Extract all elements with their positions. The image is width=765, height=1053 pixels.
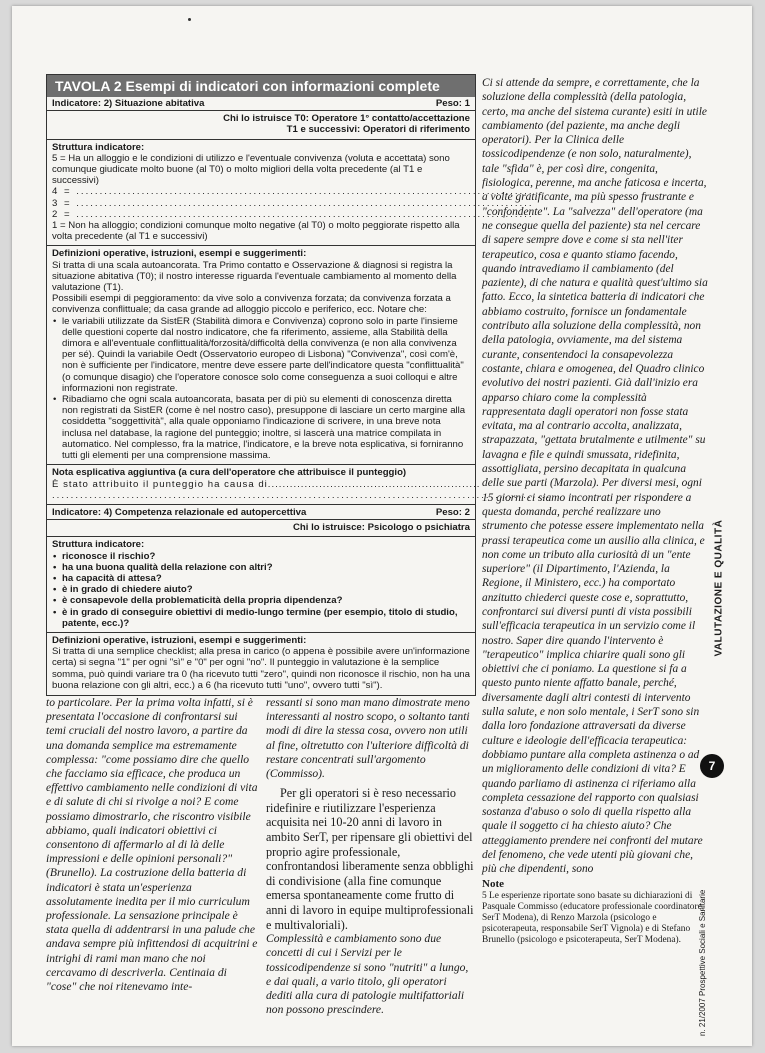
body-column-middle: [266, 696, 474, 1017]
section-label: [702, 506, 726, 676]
notes-heading: Note: [482, 877, 504, 890]
body-column-right: [482, 76, 708, 946]
indicator-1-who-t1: T1 e successivi: Operatori di riferimento: [286, 124, 470, 136]
paragraph: Ci si attende da sempre, e correttamente, che la soluzione della complessità (della patologia, certo, ma anche del sistema curante) esiti in utile cambiamento (del paziente, ma anche degli operatori). Per la Clinica delle tossicodipendenze (e non solo, naturalmente), tale "sfida" è, per così dire, congenita, fisiologica, perenne, ma anche faticosa e incerta, a volte gratificante, ma più spesso frustrante e "confondente". La "salvezza" dell'operatore (ma ne consegue quella del paziente) sta nel cercare di sapere sempre dove e come si sta nell'iter terapeutico, cosa e quanto stiamo facendo, quando intravediamo il cambiamento (del paziente), di che natura e qualità quest'ultimo sia fatto. Ecco, la sintetica batteria di indicatori che abbiamo costruito, fornisce un fondamentale contributo alla soluzione della complessità, non della patologia, ovviamente, ma del sistema curante, consentendoci la consapevolezza costante, chiara e omogenea, del Quadro clinico evolutivo dei nostri pazienti. Già dall'inizio era apparso chiaro come la complessità rappresentata dagli operatori non fosse stata evitata, ma al contrario accolta, analizzata, strapazzata, "gettata brutalmente e utilmente" su lavagna e file e quindi smussata, ridefinita, assottigliata, persino decapitata in qualcuna delle sue parti (Marzola). Per diversi mesi, ogni 15 giorni ci siamo incontrati per rispondere a questa domanda, perché realizzare uno strumento che potesse essere implementato nella prassi terapeutica come un ausilio alla clinica, e non come un tributo alla curiosità di un "ente superiore" (il Dipartimento, l'Azienda, la Regione, il Ministero, ecc.) ha comportato anzitutto chiederci queste cose e, soprattutto, confrontarci sui diversi punti di vista possibili sull'efficacia terapeutica in un servizio come il nostro. Saper dire quando l'intervento è "terapeutico" implica chiarire quali sono gli obiettivi che ci poniamo. La questione si fa a questo punto niente affatto banale, perché, diversamente dagli altri contesti di intervento sulla salute, e non solo mentale, i SerT sono sin dalla loro fondazione attraversati da diverse culture e ideologie dell'efficacia terapeutica: dobbiamo puntare alla completa astinenza o ad un miglioramento delle condizioni di vita? E quando parliamo di astinenza ci riferiamo alla completa cessazione del rapporto con qualsiasi sostanza d'abuso o solo di quella rispetto alla quale il soggetto ci ha chiesto aiuto? Che atteggiamento prendere nei confronti del mutare del fenomeno, che vede utenti più giovani che, più che dipendenti, sono: [482, 77, 708, 876]
indicator-1-who-t0: Chi lo istruisce T0: Operatore 1° contatto/accettazione: [223, 113, 470, 125]
page-number: 7: [700, 754, 724, 778]
indicator-1-who: [47, 111, 475, 139]
note-heading: Nota esplicativa aggiuntiva (a cura dell'operatore che attribuisce il punteggio): [52, 467, 407, 479]
definition-bullet: • le variabili utilizzate da SistER (Stabilità dimora e Convivenza) coprono solo in parte l'insieme delle questioni coperte dal nostro indicatore, che fa riferimento, assieme, alla Stabilità della dimora e all'eventuale conflittualità/forzosità/difficoltà della convivenza (e non alla convivenza per sé). Quindi la variabile Oedt (Osservatorio europeo di Lisbona) "Convivenza", così com'è, non è sufficiente per l'indicatore, mentre deve essere parte dell'indicatore questa "conflittualità" (o comunque disagio) che l'operatore conosce solo come conseguenza a suoi colloqui e altre informazioni non registrate.: [62, 316, 470, 394]
indicator-2-who: Chi lo istruisce: Psicologo o psichiatra: [47, 520, 475, 537]
paragraph: ressanti si sono man mano dimostrate meno interessanti al nostro scopo, o soltanto tanti modi di dire la stessa cosa, ovvero non utili al fine, oltretutto con l'ulteriore difficoltà di restare concentrati sull'argomento (Commisso).: [266, 696, 470, 781]
note-line: ...........................................................................................................: [52, 489, 552, 501]
speck: [188, 18, 191, 21]
indicator-2-weight: Peso: 2: [435, 506, 470, 518]
definitions-heading: Definizioni operative, istruzioni, esempi e suggerimenti:: [52, 634, 307, 646]
section-label-text: VALUTAZIONE E QUALITÀ: [713, 519, 725, 657]
indicator-1-note: [47, 465, 552, 505]
definition-bullet: • Ribadiamo che ogni scala autoancorata, basata per di più su elementi di conoscenza diretta non registrati da SistER (come è nel nostro caso), presuppone di lasciare un certo margine alla cosiddetta "soggettività", alla quale opponiamo l'indicazione di scrivere, in una breve nota inclusa nel database, la ragione del punteggio; inoltre, si lascerà una matrice compilata in automatico. Nel complesso, fra la matrice, l'indicatore, e la breve nota esplicativa, si forniranno tutti gli elementi per una comprensione massima.: [62, 394, 470, 461]
indicator-2-label: Indicatore: 4) Competenza relazionale ed autopercettiva: [52, 506, 307, 518]
indicator-1-weight: Peso: 1: [435, 98, 470, 109]
score-5: 5 = Ha un alloggio e le condizioni di utilizzo e l'eventuale convivenza (voluta e accettata) sono comunque giudicate molto buone (al T0) o molto migliori della volta precedente (al T1 e successivi): [52, 152, 450, 187]
structure-item: • riconosce il rischio?: [62, 551, 470, 562]
structure-item: • è consapevole della problematicità della propria dipendenza?: [62, 595, 470, 606]
structure-item: • è in grado di conseguire obiettivi di medio-lungo termine (per esempio, titolo di studio, patente, ecc.)?: [62, 607, 470, 629]
score-1: 1 = Non ha alloggio; condizioni comunque molto negative (al T0) o molto peggiorate rispetto alla volta precedente (al T1 e successivi): [52, 220, 460, 243]
definition-text: Si tratta di una scala autoancorata. Tra Primo contatto e Osservazione & diagnosi si registra la situazione abitativa (T0); il nostro interesse riguarda l'eventuale cambiamento al momento della valutazione (T1).: [52, 259, 457, 294]
page: [12, 6, 752, 1046]
definitions-heading: Definizioni operative, istruzioni, esempi e suggerimenti:: [52, 248, 307, 260]
paragraph: Complessità e cambiamento sono due concetti di cui i Servizi per le tossicodipendenze si sono "nutriti" a lungo, e dai quali, a vario titolo, gli operatori dediti alla cura di patologie multifattoriali non possono prescindere.: [266, 932, 469, 1017]
note-line: È stato attribuito il punteggio ha causa di..........................................................: [52, 478, 481, 490]
journal-footer: n. 21/2007 Prospettive Sociali e Sanitarie: [698, 889, 707, 1036]
table-title: TAVOLA 2 Esempi di indicatori con informazioni complete: [47, 75, 475, 97]
indicator-1-label: Indicatore: 2) Situazione abitativa: [52, 98, 205, 109]
structure-heading: Struttura indicatore:: [52, 539, 145, 551]
score-3: 3 = ..................................................................................................: [52, 197, 534, 209]
indicator-2-definitions: [47, 633, 475, 694]
paragraph: Per gli operatori si è reso necessario ridefinire e riutilizzare l'esperienza acquisita nei 10-20 anni di lavoro in ambito SerT, per ripensare gli obiettivi del proprio agire professionale, confrontandosi liberamente senza obblighi di condivisione (alla fine comunque emersa spontaneamente come frutto di anni di lavoro in equipe multiprofessionali e multivaloriali).: [266, 786, 474, 932]
score-2: 2 = ..................................................................................................: [52, 208, 534, 220]
structure-item: • ha capacità di attesa?: [62, 573, 470, 584]
indicator-1-header: [47, 97, 475, 111]
structure-item: • ha una buona qualità della relazione con altri?: [62, 562, 470, 573]
footnote: 5 Le esperienze riportate sono basate su dichiarazioni di Pasquale Commisso (educatore professionale coordinatore, SerT Modena), di Renzo Marzola (psicologo e psicoterapeuta, responsabile SerT Vignola) e di Stefano Brunello (psicologo e psicoterapeuta, SerT Modena).: [482, 891, 705, 946]
definition-text: Possibili esempi di peggioramento: da vive solo a convivenza forzata; da convivenza forzata a convivenza conflittuale; da casa grande ad alloggio piccolo e periferico, ecc. Notare che:: [52, 293, 451, 316]
table-box: [46, 74, 552, 696]
body-column-left: to particolare. Per la prima volta infatti, si è presentata l'occasione di confrontarsi sui temi cruciali del nostro lavoro, a partire da una domanda semplice ma estremamente complessa: "come possiamo dire che quello che facciamo sia efficace, che produca un effettivo cambiamento nelle condizioni di vita e di salute di chi si rivolge a noi? E come possiamo dimostrarlo, che riscontro visibile abbiamo, quali indicatori obiettivi ci consentono di affermarlo al di là delle impressioni e delle opinioni personali?" (Brunello). La costruzione della batteria di indicatori è stata un'esperienza assolutamente inedita per il mio curriculum professionale. La sensazione principale è stata quella di addentrarsi in una palude che andava sempre più infittendosi di acquitrini e intrighi di rami man mano che noi cercavamo di descriverla. Centinaia di "cose" che noi ritenevamo inte-: [46, 696, 258, 994]
indicator-2-structure: [47, 537, 475, 633]
indicator-1-structure: [47, 140, 534, 247]
score-4: 4 = ..................................................................................................: [52, 186, 534, 198]
structure-heading: Struttura indicatore:: [52, 141, 145, 153]
structure-item: • è in grado di chiedere aiuto?: [62, 584, 470, 595]
indicator-2-header: [47, 505, 475, 520]
definition-text: Si tratta di una semplice checklist; alla presa in carico (o appena è possibile avere un'informazione certa) si segna "1" per ogni "sì" e "0" per ogni "no". Il punteggio in valutazione è la semplice somma, può quindi variare tra 0 (ha ricevuto tutti "zero", quindi non riconosce il rischio, non ha una buona relazione con gli altri, ecc.) a 6 (ha ricevuto tutti "uno", ovvero tutti "sì").: [52, 646, 470, 691]
indicator-1-definitions: [47, 246, 475, 465]
